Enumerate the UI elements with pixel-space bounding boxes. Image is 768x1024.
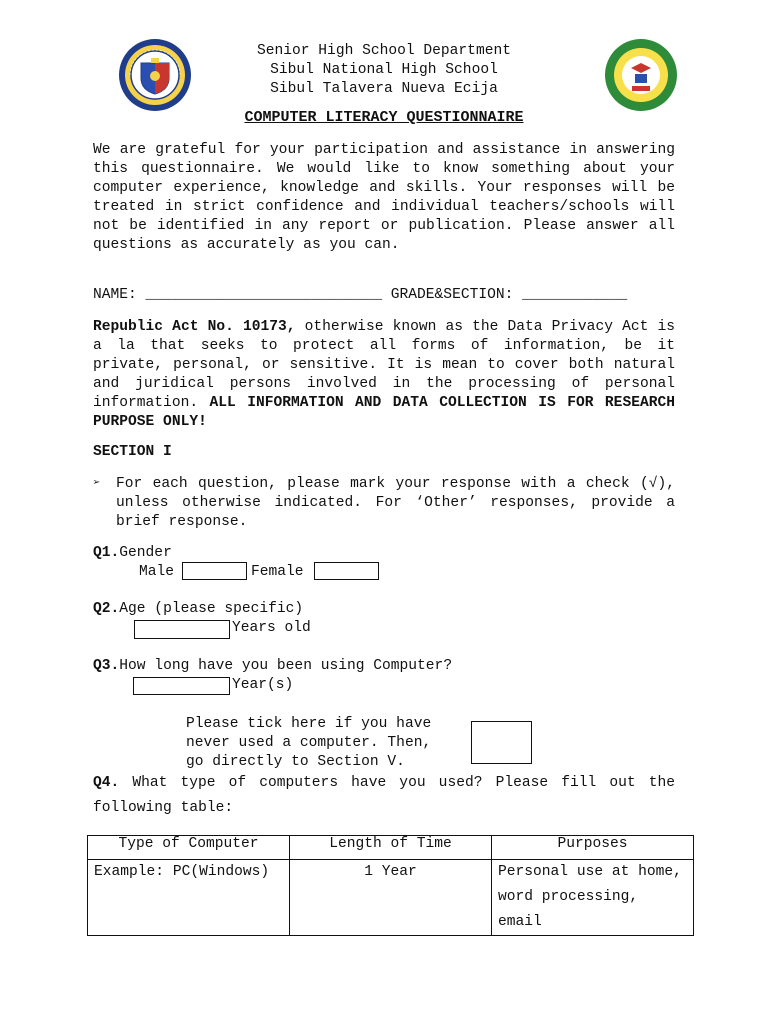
q2-age-field[interactable] bbox=[134, 620, 230, 639]
q3-text: How long have you been using Computer? bbox=[119, 658, 453, 674]
table-cell-length[interactable]: 1 Year bbox=[290, 860, 492, 936]
table-cell-type[interactable]: Example: PC(Windows) bbox=[88, 860, 290, 936]
q1-number: Q1. bbox=[93, 545, 120, 561]
q2-text: Age (please specific) bbox=[119, 601, 304, 617]
section-1-instruction: For each question, please mark your response with a check (√), unless otherwise indicated. For ‘Other’ responses, provide a brief response. bbox=[116, 476, 675, 530]
q1-female-checkbox[interactable] bbox=[314, 562, 379, 580]
table-header-row bbox=[88, 836, 694, 860]
never-used-instruction: Please tick here if you have never used a computer. Then, go directly to Section V. bbox=[186, 716, 432, 770]
never-used-checkbox[interactable] bbox=[471, 721, 532, 764]
q1-female-label: Female bbox=[251, 564, 304, 580]
header-school: Sibul National High School bbox=[270, 62, 498, 78]
q2-label bbox=[93, 601, 303, 617]
q2-number: Q2. bbox=[93, 601, 120, 617]
q1-male-checkbox[interactable] bbox=[182, 562, 247, 580]
header-address: Sibul Talavera Nueva Ecija bbox=[270, 81, 498, 97]
q1-label bbox=[93, 545, 172, 561]
header-department: Senior High School Department bbox=[257, 43, 511, 59]
computer-usage-table bbox=[87, 835, 694, 936]
name-grade-section-line[interactable]: NAME: ___________________________ GRADE&SECTION: ____________ bbox=[93, 287, 628, 303]
q3-number: Q3. bbox=[93, 658, 120, 674]
privacy-emphasis: ALL INFORMATION AND DATA COLLECTION IS FOR RESEARCH PURPOSE ONLY! bbox=[93, 395, 675, 430]
table-header-purposes: Purposes bbox=[492, 836, 694, 860]
arrow-bullet-icon: ➢ bbox=[93, 476, 101, 490]
questionnaire-title: COMPUTER LITERACY QUESTIONNAIRE bbox=[244, 109, 524, 126]
privacy-act-lead: Republic Act No. 10173, bbox=[93, 319, 296, 335]
q4-number: Q4. bbox=[93, 775, 120, 791]
table-header-type: Type of Computer bbox=[88, 836, 290, 860]
q4-label bbox=[93, 771, 675, 821]
q3-label bbox=[93, 658, 452, 674]
q3-years-label: Year(s) bbox=[232, 677, 294, 693]
school-seal-logo bbox=[604, 38, 678, 112]
table-row bbox=[88, 860, 694, 936]
privacy-act-body: otherwise known as the Data Privacy Act is a la that seeks to protect all forms of information, be it private, personal, or sensitive. It is mean to cover both natural and juridical persons involved in the processing of personal information. bbox=[93, 319, 675, 411]
table-header-length: Length of Time bbox=[290, 836, 492, 860]
privacy-paragraph bbox=[93, 318, 675, 432]
q1-text: Gender bbox=[119, 545, 172, 561]
table-cell-purposes[interactable]: Personal use at home, word processing, email bbox=[492, 860, 694, 936]
q1-male-label: Male bbox=[139, 564, 175, 580]
deped-seal-logo bbox=[118, 38, 192, 112]
school-header bbox=[190, 42, 578, 99]
section-1-title: SECTION I bbox=[93, 444, 172, 460]
q3-years-field[interactable] bbox=[133, 677, 230, 695]
q4-text: What type of computers have you used? Please fill out the following table: bbox=[93, 775, 675, 816]
intro-paragraph: We are grateful for your participation and assistance in answering this questionnaire. We would like to know something about your computer experience, knowledge and skills. Your responses will be treated in strict confidence and individual teachers/schools will not be identified in any report or publication. Please answer all questions as accurately as you can. bbox=[93, 142, 675, 253]
q2-years-old-label: Years old bbox=[232, 620, 311, 636]
